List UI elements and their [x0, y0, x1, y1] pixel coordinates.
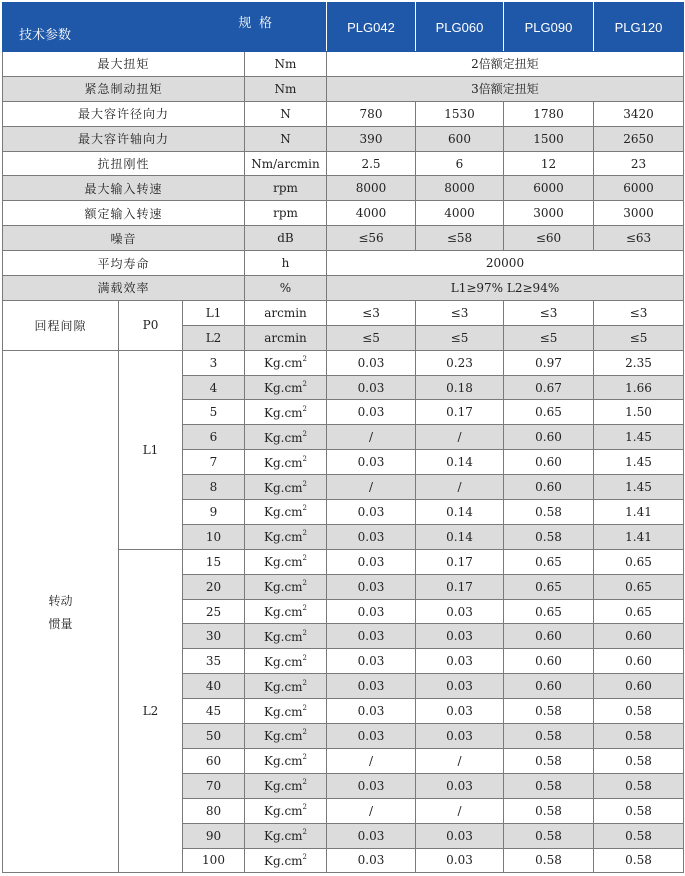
inertia-unit [245, 400, 327, 425]
inertia-value: 0.23 [416, 350, 504, 375]
table-row [3, 126, 684, 151]
inertia-unit-text: Kg.cm [263, 729, 303, 744]
inertia-unit-exponent: 2 [302, 604, 308, 613]
param-name: 平均寿命 [3, 251, 245, 276]
param-value: 8000 [416, 176, 504, 201]
inertia-unit-exponent: 2 [302, 554, 308, 563]
inertia-ratio: 100 [183, 848, 245, 873]
inertia-unit [245, 773, 327, 798]
inertia-value: 0.65 [594, 574, 684, 599]
backlash-value: ≤3 [504, 300, 594, 325]
inertia-value: 0.65 [504, 549, 594, 574]
param-name: 最大扭矩 [3, 52, 245, 77]
inertia-stage: L2 [119, 549, 183, 873]
inertia-value: 0.03 [416, 773, 504, 798]
inertia-unit [245, 500, 327, 525]
inertia-value: 0.17 [416, 549, 504, 574]
inertia-value: 0.65 [594, 599, 684, 624]
inertia-unit-text: Kg.cm [263, 430, 303, 445]
param-value: 1780 [504, 101, 594, 126]
table-row [3, 251, 684, 276]
inertia-unit [245, 425, 327, 450]
inertia-unit-text: Kg.cm [263, 455, 303, 470]
param-value: ≤60 [504, 226, 594, 251]
inertia-unit [245, 574, 327, 599]
table-row [3, 201, 684, 226]
inertia-unit-exponent: 2 [302, 678, 308, 687]
table-body [3, 52, 684, 873]
inertia-value: 0.60 [504, 450, 594, 475]
inertia-ratio: 40 [183, 674, 245, 699]
inertia-unit [245, 475, 327, 500]
inertia-unit-text: Kg.cm [263, 605, 303, 620]
inertia-value: 0.03 [416, 624, 504, 649]
backlash-unit: arcmin [245, 325, 327, 350]
inertia-value: 0.58 [504, 773, 594, 798]
param-value: 2650 [594, 126, 684, 151]
inertia-unit [245, 699, 327, 724]
inertia-value: 1.45 [594, 475, 684, 500]
inertia-ratio: 70 [183, 773, 245, 798]
backlash-grade: P0 [119, 300, 183, 350]
param-value: 3420 [594, 101, 684, 126]
table-row [3, 151, 684, 176]
inertia-ratio: 35 [183, 649, 245, 674]
backlash-label: 回程间隙 [3, 300, 119, 350]
inertia-value: 0.03 [416, 674, 504, 699]
inertia-value: 0.03 [416, 649, 504, 674]
inertia-value: 0.60 [504, 425, 594, 450]
inertia-unit [245, 624, 327, 649]
backlash-stage: L1 [183, 300, 245, 325]
inertia-value: 0.17 [416, 574, 504, 599]
inertia-ratio: 8 [183, 475, 245, 500]
inertia-unit [245, 599, 327, 624]
inertia-unit [245, 450, 327, 475]
model-header: PLG042 [327, 3, 416, 52]
inertia-ratio: 50 [183, 724, 245, 749]
inertia-value: 0.58 [594, 773, 684, 798]
inertia-unit-exponent: 2 [302, 429, 308, 438]
inertia-unit-exponent: 2 [302, 479, 308, 488]
backlash-value: ≤3 [327, 300, 416, 325]
param-name: 噪音 [3, 226, 245, 251]
inertia-unit [245, 524, 327, 549]
param-value: 4000 [416, 201, 504, 226]
inertia-unit-text: Kg.cm [263, 530, 303, 545]
inertia-unit-text: Kg.cm [263, 480, 303, 495]
inertia-ratio: 30 [183, 624, 245, 649]
inertia-value: 0.97 [504, 350, 594, 375]
param-value: 2.5 [327, 151, 416, 176]
inertia-value: 0.03 [416, 699, 504, 724]
param-unit: % [245, 276, 327, 301]
param-value-merged: 2倍额定扭矩 [327, 52, 684, 77]
inertia-label-line2: 惯量 [48, 616, 73, 631]
param-name: 最大容许轴向力 [3, 126, 245, 151]
inertia-unit-text: Kg.cm [263, 580, 303, 595]
param-unit: N [245, 101, 327, 126]
inertia-value: 0.03 [327, 574, 416, 599]
inertia-label-line1: 转动 [48, 593, 73, 608]
table-row [3, 276, 684, 301]
inertia-value: 0.03 [327, 500, 416, 525]
inertia-unit [245, 549, 327, 574]
spec-table [2, 2, 684, 873]
inertia-value: 0.03 [327, 599, 416, 624]
inertia-unit-exponent: 2 [302, 529, 308, 538]
inertia-unit [245, 350, 327, 375]
inertia-value: 0.03 [416, 599, 504, 624]
param-unit: dB [245, 226, 327, 251]
header-row [3, 3, 684, 52]
inertia-value: 0.03 [327, 450, 416, 475]
inertia-value: 0.60 [504, 624, 594, 649]
inertia-unit-text: Kg.cm [263, 356, 303, 371]
param-value: 600 [416, 126, 504, 151]
inertia-ratio: 20 [183, 574, 245, 599]
backlash-unit: arcmin [245, 300, 327, 325]
param-value: 23 [594, 151, 684, 176]
inertia-unit-text: Kg.cm [263, 654, 303, 669]
inertia-value: 0.18 [416, 375, 504, 400]
inertia-ratio: 10 [183, 524, 245, 549]
inertia-value: 0.65 [504, 400, 594, 425]
param-value: 3000 [594, 201, 684, 226]
inertia-value: 0.58 [504, 524, 594, 549]
inertia-unit-exponent: 2 [302, 778, 308, 787]
param-unit: rpm [245, 176, 327, 201]
header-param-label: 技术参数 [19, 27, 72, 42]
param-name: 满载效率 [3, 276, 245, 301]
inertia-unit-exponent: 2 [302, 803, 308, 812]
inertia-unit-text: Kg.cm [263, 853, 303, 868]
inertia-value: 0.67 [504, 375, 594, 400]
backlash-value: ≤3 [416, 300, 504, 325]
inertia-value: 0.03 [327, 848, 416, 873]
table-row [3, 176, 684, 201]
inertia-value: 0.60 [594, 674, 684, 699]
inertia-value: / [327, 475, 416, 500]
param-value-merged: 20000 [327, 251, 684, 276]
inertia-ratio: 7 [183, 450, 245, 475]
inertia-value: 0.03 [327, 524, 416, 549]
param-value: 8000 [327, 176, 416, 201]
inertia-unit-text: Kg.cm [263, 704, 303, 719]
inertia-value: 0.58 [504, 724, 594, 749]
inertia-value: 1.41 [594, 524, 684, 549]
inertia-value: 0.58 [594, 748, 684, 773]
param-value: 390 [327, 126, 416, 151]
inertia-value: 0.58 [504, 823, 594, 848]
inertia-value: 0.65 [504, 574, 594, 599]
inertia-ratio: 6 [183, 425, 245, 450]
inertia-value: 0.58 [504, 699, 594, 724]
inertia-value: 0.60 [504, 674, 594, 699]
table-row [3, 52, 684, 77]
inertia-value: 0.60 [594, 624, 684, 649]
backlash-value: ≤5 [327, 325, 416, 350]
inertia-ratio: 45 [183, 699, 245, 724]
inertia-value: 0.65 [504, 599, 594, 624]
inertia-value: 0.03 [327, 400, 416, 425]
inertia-unit-text: Kg.cm [263, 829, 303, 844]
param-unit: Nm [245, 76, 327, 101]
inertia-ratio: 80 [183, 798, 245, 823]
inertia-value: 0.58 [504, 500, 594, 525]
inertia-unit-exponent: 2 [302, 653, 308, 662]
inertia-value: 0.60 [504, 649, 594, 674]
inertia-unit-text: Kg.cm [263, 381, 303, 396]
inertia-value: 0.14 [416, 450, 504, 475]
inertia-unit-text: Kg.cm [263, 754, 303, 769]
backlash-value: ≤5 [504, 325, 594, 350]
inertia-unit-text: Kg.cm [263, 804, 303, 819]
inertia-stage: L1 [119, 350, 183, 549]
inertia-unit [245, 748, 327, 773]
inertia-value: 0.03 [416, 848, 504, 873]
param-unit: rpm [245, 201, 327, 226]
inertia-value: 0.03 [327, 649, 416, 674]
inertia-value: 0.58 [504, 748, 594, 773]
inertia-value: 0.03 [327, 674, 416, 699]
inertia-value: 1.45 [594, 450, 684, 475]
backlash-value: ≤5 [416, 325, 504, 350]
param-name: 紧急制动扭矩 [3, 76, 245, 101]
model-header: PLG060 [416, 3, 504, 52]
param-value: 6000 [504, 176, 594, 201]
inertia-value: 1.45 [594, 425, 684, 450]
inertia-value: 0.03 [327, 699, 416, 724]
inertia-value: / [327, 748, 416, 773]
inertia-unit-exponent: 2 [302, 703, 308, 712]
inertia-unit-text: Kg.cm [263, 555, 303, 570]
inertia-unit-exponent: 2 [302, 828, 308, 837]
inertia-unit-text: Kg.cm [263, 405, 303, 420]
inertia-unit-exponent: 2 [302, 380, 308, 389]
inertia-value: 2.35 [594, 350, 684, 375]
inertia-value: 0.58 [594, 699, 684, 724]
inertia-value: 0.58 [594, 724, 684, 749]
param-value: ≤58 [416, 226, 504, 251]
inertia-ratio: 90 [183, 823, 245, 848]
param-value: 780 [327, 101, 416, 126]
header-spec-label: 规 格 [238, 15, 274, 30]
inertia-unit-exponent: 2 [302, 628, 308, 637]
param-name: 最大输入转速 [3, 176, 245, 201]
param-unit: Nm/arcmin [245, 151, 327, 176]
inertia-ratio: 5 [183, 400, 245, 425]
model-header: PLG120 [594, 3, 684, 52]
table-row [3, 226, 684, 251]
param-value: ≤63 [594, 226, 684, 251]
inertia-value: / [416, 425, 504, 450]
param-value: 6000 [594, 176, 684, 201]
inertia-value: 0.03 [327, 624, 416, 649]
param-name: 最大容许径向力 [3, 101, 245, 126]
inertia-unit [245, 724, 327, 749]
model-header: PLG090 [504, 3, 594, 52]
inertia-value: 1.41 [594, 500, 684, 525]
inertia-value: / [416, 748, 504, 773]
param-value-merged: L1≥97% L2≥94% [327, 276, 684, 301]
inertia-value: 0.14 [416, 500, 504, 525]
inertia-unit-text: Kg.cm [263, 505, 303, 520]
inertia-value: 0.03 [416, 823, 504, 848]
table-row [3, 350, 684, 375]
inertia-label [3, 350, 119, 873]
inertia-ratio: 15 [183, 549, 245, 574]
inertia-ratio: 60 [183, 748, 245, 773]
inertia-unit-exponent: 2 [302, 728, 308, 737]
inertia-value: 0.58 [594, 823, 684, 848]
param-value: 1530 [416, 101, 504, 126]
inertia-unit [245, 848, 327, 873]
inertia-ratio: 4 [183, 375, 245, 400]
param-unit: N [245, 126, 327, 151]
inertia-unit-exponent: 2 [302, 852, 308, 861]
table-row [3, 76, 684, 101]
inertia-unit [245, 375, 327, 400]
param-unit: h [245, 251, 327, 276]
inertia-ratio: 9 [183, 500, 245, 525]
inertia-value: 0.58 [504, 848, 594, 873]
inertia-value: 0.58 [504, 798, 594, 823]
inertia-unit [245, 674, 327, 699]
inertia-value: 0.03 [327, 350, 416, 375]
inertia-value: 0.65 [594, 549, 684, 574]
inertia-value: 0.58 [594, 798, 684, 823]
table-row [3, 101, 684, 126]
inertia-unit-exponent: 2 [302, 454, 308, 463]
inertia-value: / [416, 798, 504, 823]
inertia-value: / [416, 475, 504, 500]
inertia-unit [245, 823, 327, 848]
inertia-value: 0.60 [594, 649, 684, 674]
param-value-merged: 3倍额定扭矩 [327, 76, 684, 101]
inertia-unit [245, 649, 327, 674]
inertia-value: 0.03 [327, 823, 416, 848]
backlash-value: ≤3 [594, 300, 684, 325]
inertia-unit-exponent: 2 [302, 579, 308, 588]
inertia-value: 0.03 [327, 724, 416, 749]
param-name: 额定输入转速 [3, 201, 245, 226]
inertia-unit-exponent: 2 [302, 504, 308, 513]
inertia-unit-text: Kg.cm [263, 779, 303, 794]
inertia-unit-text: Kg.cm [263, 679, 303, 694]
inertia-ratio: 25 [183, 599, 245, 624]
param-value: 12 [504, 151, 594, 176]
inertia-unit-exponent: 2 [302, 753, 308, 762]
param-value: ≤56 [327, 226, 416, 251]
param-value: 3000 [504, 201, 594, 226]
backlash-stage: L2 [183, 325, 245, 350]
inertia-value: 0.03 [327, 375, 416, 400]
inertia-value: 0.03 [416, 724, 504, 749]
inertia-unit-exponent: 2 [302, 404, 308, 413]
inertia-value: 0.03 [327, 773, 416, 798]
inertia-unit [245, 798, 327, 823]
inertia-unit-text: Kg.cm [263, 629, 303, 644]
inertia-value: / [327, 798, 416, 823]
inertia-unit-exponent: 2 [302, 355, 308, 364]
param-value: 1500 [504, 126, 594, 151]
inertia-value: / [327, 425, 416, 450]
param-unit: Nm [245, 52, 327, 77]
inertia-value: 1.66 [594, 375, 684, 400]
header-corner-cell [3, 3, 327, 52]
param-value: 4000 [327, 201, 416, 226]
inertia-value: 0.58 [594, 848, 684, 873]
inertia-ratio: 3 [183, 350, 245, 375]
inertia-value: 0.03 [327, 549, 416, 574]
backlash-value: ≤5 [594, 325, 684, 350]
inertia-value: 0.17 [416, 400, 504, 425]
param-name: 抗扭刚性 [3, 151, 245, 176]
table-row [3, 300, 684, 325]
param-value: 6 [416, 151, 504, 176]
inertia-value: 1.50 [594, 400, 684, 425]
inertia-value: 0.14 [416, 524, 504, 549]
inertia-value: 0.60 [504, 475, 594, 500]
